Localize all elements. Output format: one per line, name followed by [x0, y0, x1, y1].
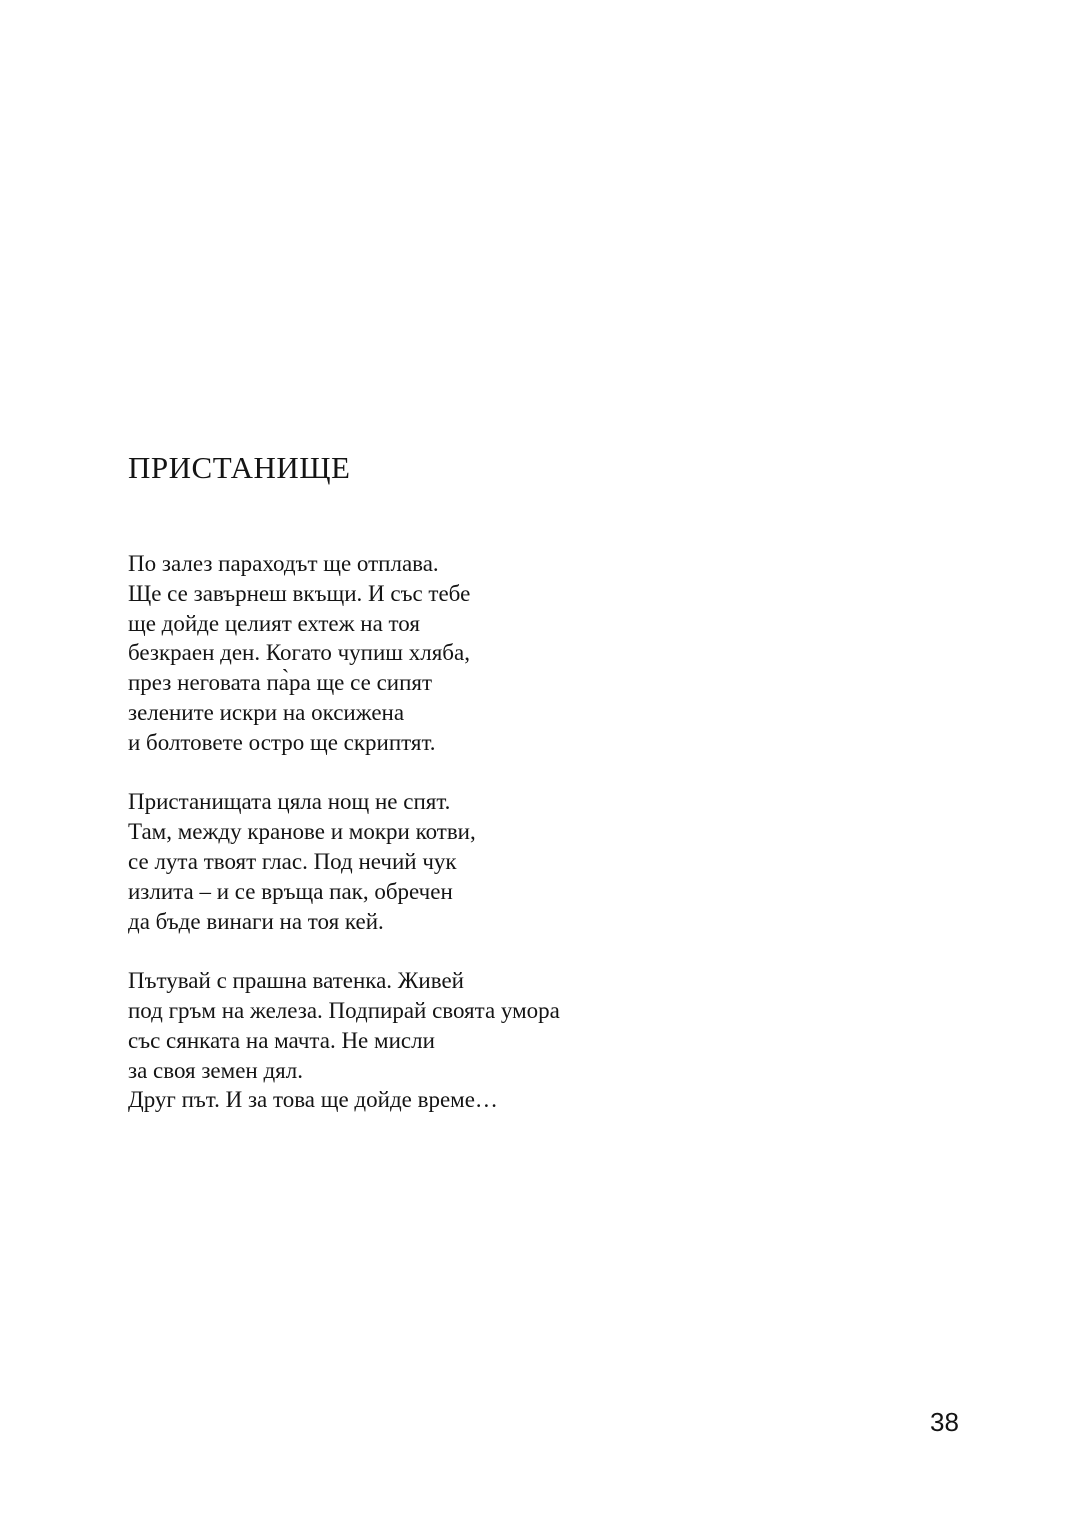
poem-line: Пътувай с прашна ватенка. Живей: [128, 968, 464, 994]
poem-line: Пристанищата цяла нощ не спят.: [128, 789, 451, 815]
stanza-2: [128, 787, 560, 936]
poem-line: безкраен ден. Когато чупиш хляба,: [128, 640, 470, 666]
poem-title: ПРИСТАНИЩЕ: [128, 450, 351, 485]
poem-line: зелените искри на оксижена: [128, 699, 405, 725]
poem-line: Ще се завърнеш вкъщи. И със тебе: [128, 580, 471, 606]
poem-line: и болтовете остро ще скриптят.: [128, 729, 436, 755]
poem-line: да бъде винаги на тоя кей.: [128, 908, 384, 934]
page-number: 38: [930, 1407, 959, 1437]
poem-line: По залез параходът ще отплава.: [128, 551, 439, 576]
poem-line: под гръм на железа. Подпирай своята умора: [128, 997, 560, 1023]
poem-line: със сянката на мачта. Не мисли: [128, 1027, 435, 1053]
stanza-1: [128, 549, 560, 758]
poem-line: излита – и се връща пак, обречен: [128, 878, 453, 904]
poem-line: Друг път. И за това ще дойде време…: [128, 1087, 498, 1113]
poem-line: ще дойде целият ехтеж на тоя: [128, 610, 420, 636]
poem-body: [128, 549, 560, 1145]
poem-line: за своя земен дял.: [128, 1057, 303, 1083]
poem-line: се лута твоят глас. Под нечий чук: [128, 848, 457, 874]
stanza-3: [128, 966, 560, 1115]
poem-line: през неговата па̀ра ще се сипят: [128, 670, 433, 696]
poem-line: Там, между кранове и мокри котви,: [128, 819, 476, 845]
